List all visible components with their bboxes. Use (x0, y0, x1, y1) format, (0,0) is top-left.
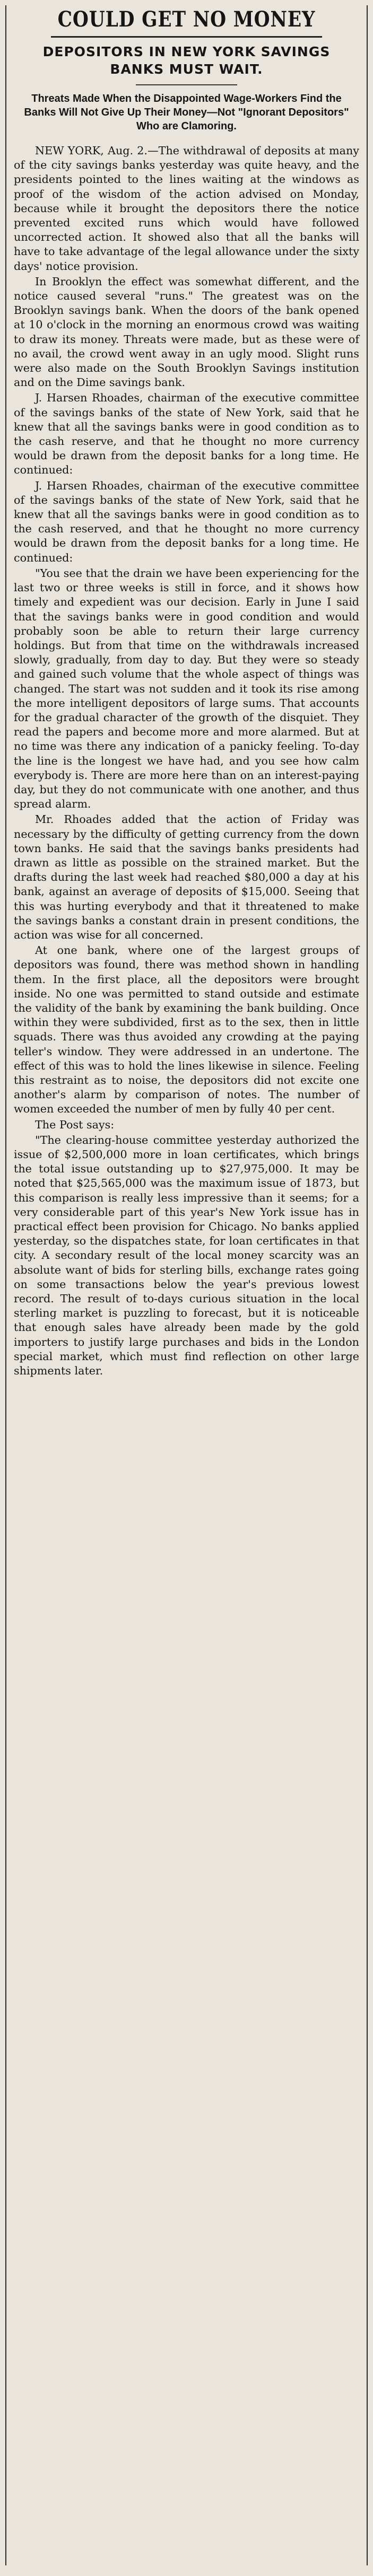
paragraph: "You see that the drain we have been experiencing for the last two or three weeks is still in force, and it shows how timely and expedient was our decision. Early in June I said that the savings banks were in good condition and would probably soon be able to return their large currency holdings. But from that time on the withdrawals increased slowly, gradually, from day to day. But they were so steady and gained such volume that the whole aspect of things was changed. The start was not sudden and it took its rise among the more intelligent depositors of large sums. That accounts for the gradual character of the growth of the disquiet. They read the papers and become more and more alarmed. But at no time was there any indication of a panicky feeling. To-day the line is the longest we have had, and you see how calm everybody is. There are more here than on an interest-paying day, but they do not communicate with one another, and thus spread alarm. (14, 566, 359, 811)
headline-rule (51, 36, 322, 38)
subheadline-rule (136, 84, 237, 85)
paragraph: In Brooklyn the effect was somewhat different, and the notice caused several "runs." The greatest was on the Brooklyn savings bank. When the doors of the bank opened at 10 o'clock in the morning an enormous crowd was waiting to draw its money. Threats were made, but as these were of no avail, the crowd went away in an ugly mood. Slight runs were also made on the South Brooklyn Savings institution and on the Dime savings bank. (14, 275, 359, 389)
subheadline: DEPOSITORS IN NEW YORK SAVINGS BANKS MUST WAIT. (42, 44, 331, 77)
paragraph: J. Harsen Rhoades, chairman of the executive committee of the savings banks of the state of New York, said that he knew that all the savings banks were in good condition as to the cash reserved, and that he thought no more currency would be drawn from the deposit banks for a long time. He continued: (14, 479, 359, 564)
paragraph: "The clearing-house committee yesterday authorized the issue of $2,500,000 more in loan certificates, which brings the total issue outstanding up to $27,975,000. It may be noted that $25,565,000 was the maximum issue of 1873, but this comparison is really less impressive than it seems; for a very considerable part of this year's New York issue has in practical effect been provision for Chicago. No banks applied yesterday, so the dispatches state, for loan certificates in that city. A secondary result of the local money scarcity was an absolute want of bids for sterling bills, exchange rates going on some transactions below the year's previous lowest record. The result of to-days curious situation in the local sterling market is puzzling to forecast, but it is noticeable that enough sales have already been made by the gold importers to justify large purchases and bids in the London special market, which must find reflection on other large shipments later. (14, 1133, 359, 1378)
article (14, 5, 359, 1379)
column-rule-left (5, 5, 6, 2565)
deck: Threats Made When the Disappointed Wage-Workers Find the Banks Will Not Give Up Their Money—Not "Ignorant Depositors" Who are Clamoring. (24, 93, 349, 132)
paragraph: J. Harsen Rhoades, chairman of the executive committee of the savings banks of the state of New York, said that he knew that all the savings banks were in good condition as to the cash reserve, and that he thought no more currency would be drawn from the deposit banks for a long time. He continued: (14, 391, 359, 477)
newspaper-column (5, 5, 368, 2565)
paragraph: At one bank, where one of the largest groups of depositors was found, there was method shown in handling them. In the first place, all the depositors were brought inside. No one was permitted to stand outside and estimate the validity of the bank by examining the bank building. Once within they were subdivided, first as to the sex, then in little squads. There was thus avoided any crowding at the paying teller's window. They were addressed in an undertone. The effect of this was to hold the lines likewise in silence. Feeling this restraint as to noise, the depositors did not excite one another's alarm by comparison of notes. The number of women exceeded the number of men by fully 40 per cent. (14, 944, 359, 1116)
paragraph: The Post says: (35, 1118, 115, 1131)
article-body (14, 144, 359, 1378)
paragraph: Mr. Rhoades added that the action of Friday was necessary by the difficulty of getting currency from the down town banks. He said that the savings banks presidents had drawn as little as possible on the strained market. But the drafts during the last week had reached $80,000 a day at his bank, against an average of deposits of $15,000. Seeing that this was hurting everybody and that it threatened to make the savings banks a constant drain in present conditions, the action was wise for all concerned. (14, 813, 359, 941)
paragraph: NEW YORK, Aug. 2.—The withdrawal of deposits at many of the city savings banks yesterday was quite heavy, and the presidents pointed to the lines waiting at the windows as proof of the wisdom of the action advised on Monday, because while it brought the depositors there the notice prevented excited runs which would have followed uncorrected action. It showed also that all the banks will have to take advantage of the legal allowance under the sixty days' notice provision. (14, 144, 359, 273)
column-rule-right (367, 5, 368, 2565)
headline: COULD GET NO MONEY (57, 7, 316, 32)
